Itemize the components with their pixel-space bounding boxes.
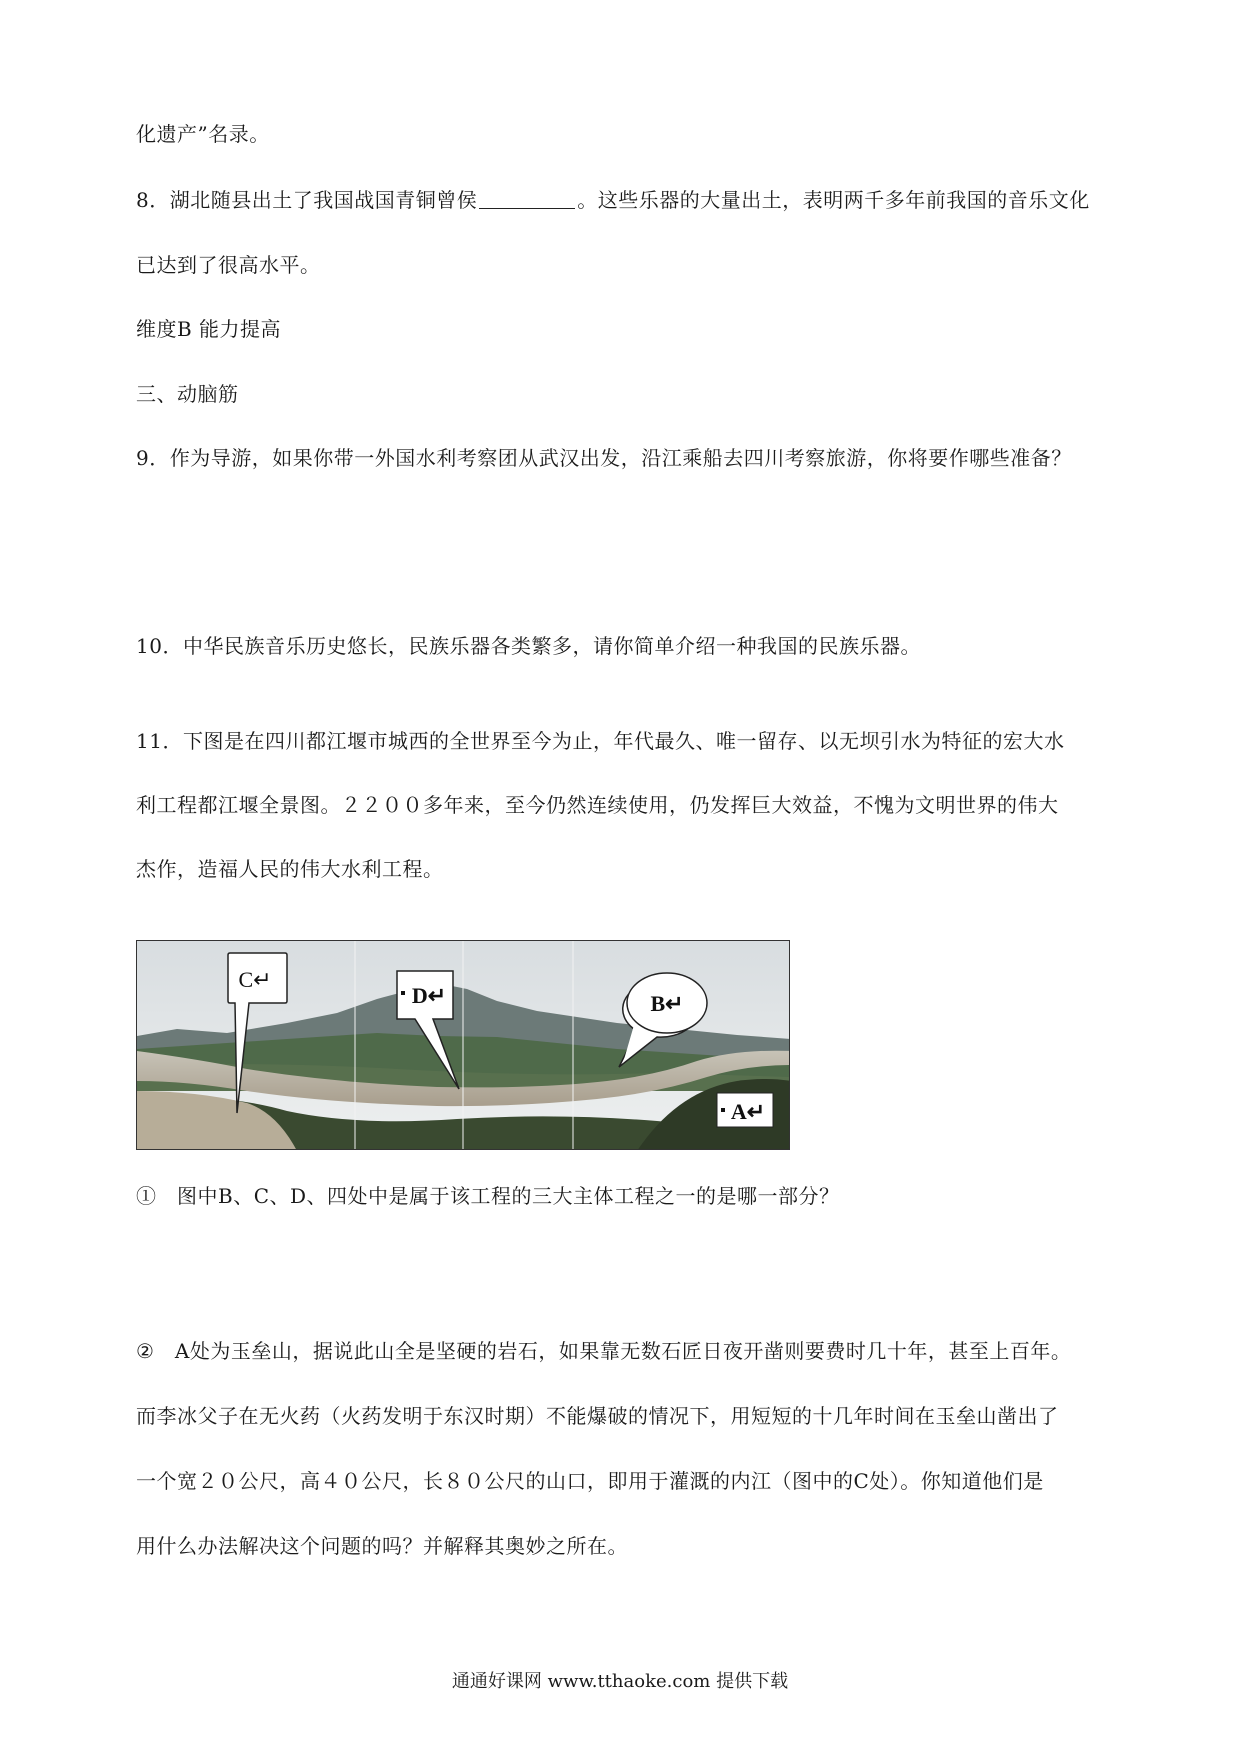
text-line: 已达到了很高水平。 xyxy=(136,253,321,277)
label-a: A↵ xyxy=(730,1099,766,1124)
section-heading: 三、动脑筋 xyxy=(136,382,239,406)
page-footer: 通通好课网 www.tthaoke.com 提供下载 xyxy=(451,1671,789,1692)
question-9: 9．作为导游，如果你带一外国水利考察团从武汉出发，沿江乘船去四川考察旅游，你将要作哪些准备？ xyxy=(136,446,1072,470)
question-8 xyxy=(136,186,1122,214)
callout-a xyxy=(717,1093,773,1127)
sub-question-1: ① 图中B、C、D、四处中是属于该工程的三大主体工程之一的是哪一部分？ xyxy=(136,1184,840,1208)
question-8-text-cont: 。这些乐器的大量出土，表明两千多年前我国的音乐文化 xyxy=(577,188,1090,212)
question-11: 11．下图是在四川都江堰市城西的全世界至今为止，年代最久、唯一留存、以无坝引水为特征的宏大水 xyxy=(136,729,1065,753)
dujiangyan-panorama-photo xyxy=(136,940,790,1150)
answer-blank xyxy=(479,188,575,209)
label-c: C↵ xyxy=(238,967,272,992)
question-8-text: 8．湖北随县出土了我国战国青铜曾侯 xyxy=(136,188,478,212)
label-b: B↵ xyxy=(650,991,684,1016)
question-11: 杰作，造福人民的伟大水利工程。 xyxy=(136,857,444,881)
label-d: D↵ xyxy=(411,983,447,1008)
sub-question-2: 用什么办法解决这个问题的吗？并解释其奥妙之所在。 xyxy=(136,1534,628,1558)
sub-question-2: ② A处为玉垒山，据说此山全是坚硬的岩石，如果靠无数石匠日夜开凿则要费时几十年，甚至上百年。 xyxy=(136,1339,1072,1363)
panorama-illustration xyxy=(137,941,790,1150)
question-10: 10．中华民族音乐历史悠长，民族乐器各类繁多，请你简单介绍一种我国的民族乐器。 xyxy=(136,634,921,658)
sub-question-2: 而李冰父子在无火药（火药发明于东汉时期）不能爆破的情况下，用短短的十几年时间在玉垒山凿出了 xyxy=(136,1404,1059,1428)
bullet-icon xyxy=(401,991,405,995)
sub-question-2: 一个宽２０公尺，高４０公尺，长８０公尺的山口，即用于灌溉的内江（图中的C处）。你知道他们是 xyxy=(136,1469,1044,1493)
section-heading: 维度B 能力提高 xyxy=(136,317,282,341)
question-11: 利工程都江堰全景图。２２００多年来，至今仍然连续使用，仍发挥巨大效益，不愧为文明世界的伟大 xyxy=(136,793,1059,817)
text-line: 化遗产”名录。 xyxy=(136,122,270,146)
bullet-icon xyxy=(721,1108,725,1112)
